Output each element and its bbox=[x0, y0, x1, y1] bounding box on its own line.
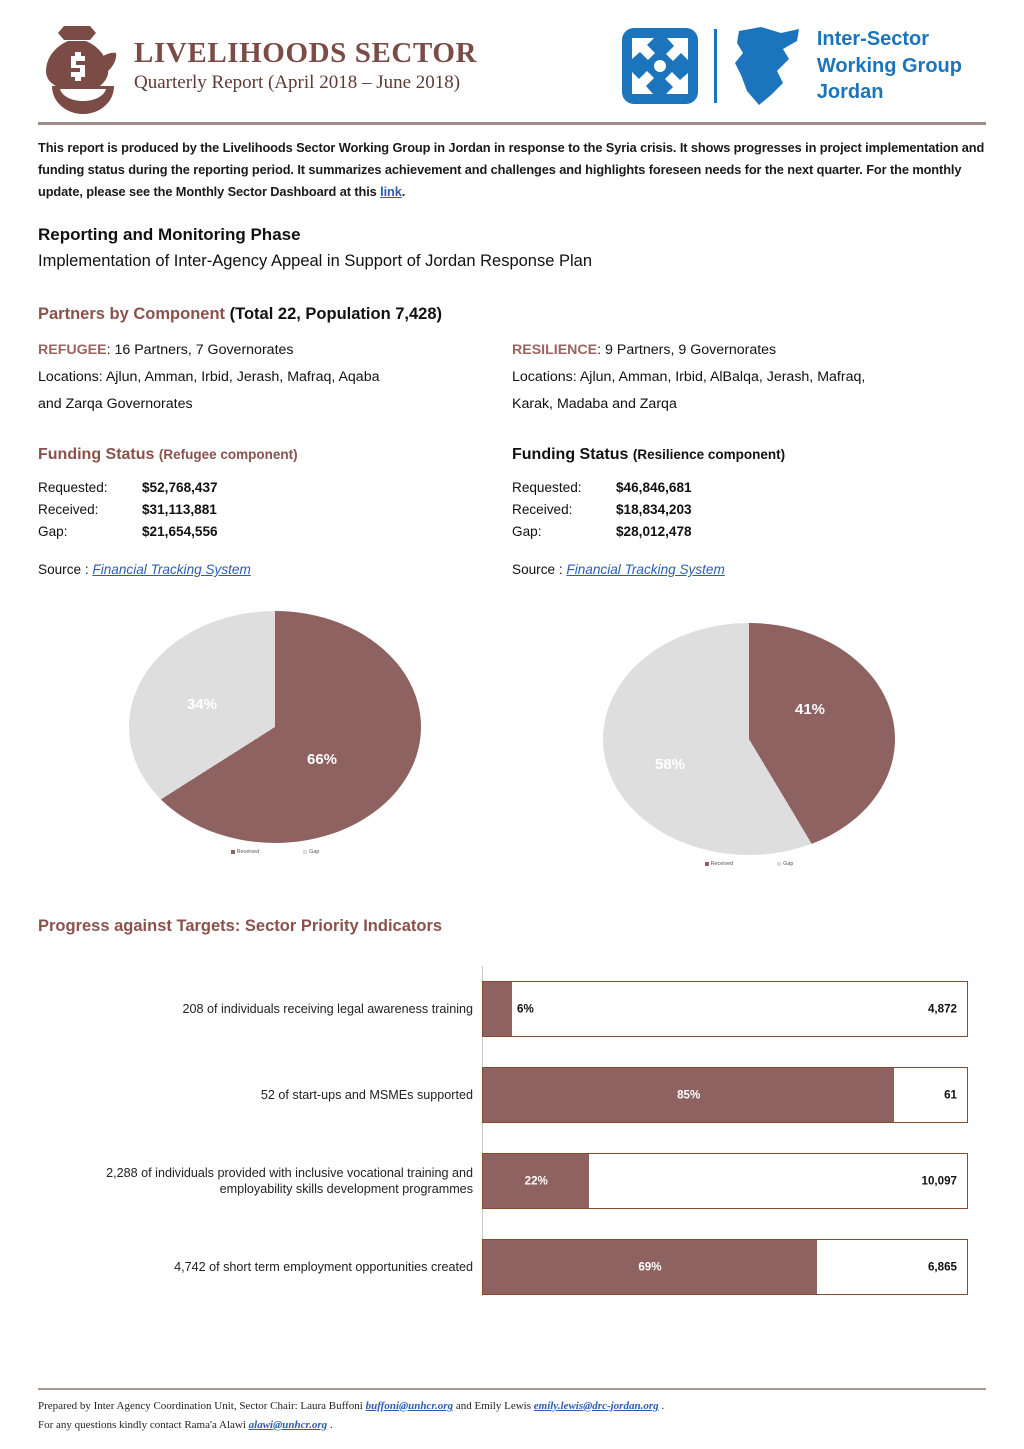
funding-resilience-heading bbox=[512, 446, 962, 464]
footer-text bbox=[38, 1397, 986, 1436]
refugee-requested-value: $52,768,437 bbox=[142, 479, 218, 495]
pie-refugee-received-label: 66% bbox=[307, 751, 338, 768]
refugee-received-label: Received: bbox=[38, 501, 99, 517]
indicator-label: 208 of individuals receiving legal awareness training bbox=[182, 1001, 473, 1016]
resilience-label: RESILIENCE bbox=[512, 342, 598, 358]
arrows-inward-icon bbox=[620, 26, 700, 106]
title-block bbox=[134, 38, 620, 94]
footer-line-2 bbox=[38, 1416, 986, 1435]
indicator-percent-label: 6% bbox=[517, 1002, 534, 1016]
pie-resilience-graphic bbox=[603, 623, 895, 855]
indicator-target-label: 4,872 bbox=[927, 1002, 957, 1016]
indicator-bar-fill bbox=[483, 982, 512, 1036]
indicator-bar-row bbox=[38, 966, 986, 1052]
table-row bbox=[38, 499, 488, 521]
phase-heading: Reporting and Monitoring Phase bbox=[38, 225, 301, 244]
legend-item bbox=[303, 849, 319, 855]
isw-line-2: Working Group bbox=[816, 54, 962, 77]
livelihoods-logo-icon bbox=[38, 16, 124, 116]
funding-resilience-component: (Resilience component) bbox=[632, 446, 786, 462]
resilience-gap-label: Gap: bbox=[512, 523, 542, 539]
indicator-bar-track bbox=[482, 981, 968, 1037]
indicator-bar-row bbox=[38, 1052, 986, 1138]
pie-chart-resilience bbox=[512, 611, 986, 901]
email-link-alawi[interactable]: alawi@unhcr.org bbox=[248, 1418, 328, 1431]
pie-charts-row bbox=[38, 611, 986, 901]
footer-line-1 bbox=[38, 1397, 986, 1416]
legend-label-gap: Gap bbox=[309, 849, 320, 855]
funding-refugee-block bbox=[38, 446, 512, 577]
page-footer bbox=[38, 1388, 986, 1436]
footer-divider bbox=[38, 1388, 986, 1390]
partners-title-text: Partners by Component bbox=[38, 305, 226, 323]
table-row bbox=[512, 477, 962, 499]
legend-swatch-gap bbox=[303, 850, 307, 854]
indicator-bar-area bbox=[482, 981, 986, 1037]
funding-resilience-table bbox=[512, 477, 962, 543]
refugee-source-label: Source : bbox=[38, 562, 89, 577]
refugee-source-line bbox=[38, 562, 488, 577]
isw-line-3: Jordan bbox=[816, 81, 884, 104]
refugee-label: REFUGEE bbox=[38, 342, 107, 358]
funding-resilience-title: Funding Status bbox=[512, 445, 629, 463]
resilience-gap-value: $28,012,478 bbox=[616, 523, 692, 539]
pie-resilience-legend bbox=[705, 861, 794, 867]
indicator-percent-label: 85% bbox=[677, 1088, 701, 1102]
indicator-bar-area bbox=[482, 1153, 986, 1209]
indicator-label: 4,742 of short term employment opportunities created bbox=[174, 1259, 473, 1274]
legend-swatch-gap bbox=[777, 862, 781, 866]
partners-refugee-column bbox=[38, 337, 512, 418]
resilience-summary: : 9 Partners, 9 Governorates bbox=[597, 342, 777, 358]
resilience-received-value: $18,834,203 bbox=[616, 501, 692, 517]
funding-refugee-heading bbox=[38, 446, 488, 464]
table-row bbox=[512, 499, 962, 521]
email-link-buffoni[interactable]: buffoni@unhcr.org bbox=[365, 1399, 454, 1412]
funding-columns bbox=[38, 446, 986, 577]
phase-subheading: Implementation of Inter-Agency Appeal in Support of Jordan Response Plan bbox=[38, 252, 593, 270]
intro-paragraph bbox=[38, 125, 986, 203]
partners-columns bbox=[38, 337, 986, 418]
isw-logo-text bbox=[817, 26, 962, 105]
legend-label-gap: Gap bbox=[783, 861, 794, 867]
footer-line1-a: Prepared by Inter Agency Coordination Unit, Sector Chair: Laura Buffoni bbox=[38, 1399, 366, 1412]
resilience-received-label: Received: bbox=[512, 501, 573, 517]
resilience-requested-label: Requested: bbox=[512, 479, 582, 495]
logo-divider bbox=[714, 29, 717, 103]
email-link-lewis[interactable]: emily.lewis@drc-jordan.org bbox=[533, 1399, 659, 1412]
indicator-label: 2,288 of individuals provided with inclusive vocational training and employability skills development programmes bbox=[106, 1165, 473, 1196]
pie-resilience-gap-label: 58% bbox=[655, 756, 686, 773]
resilience-locations-2: Karak, Madaba and Zarqa bbox=[512, 395, 677, 412]
monthly-dashboard-link[interactable]: link bbox=[380, 184, 402, 199]
legend-swatch-received bbox=[231, 850, 235, 854]
indicator-bar-track bbox=[482, 1067, 968, 1123]
refugee-locations-1: Locations: Ajlun, Amman, Irbid, Jerash, Mafraq, Aqaba bbox=[38, 368, 380, 385]
isw-line-1: Inter-Sector bbox=[816, 28, 930, 51]
indicator-percent-label: 22% bbox=[524, 1174, 548, 1188]
resilience-locations-1: Locations: Ajlun, Amman, Irbid, AlBalqa, Jerash, Mafraq, bbox=[512, 368, 866, 385]
indicator-bar-row bbox=[38, 1138, 986, 1224]
partners-total-text: (Total 22, Population 7,428) bbox=[229, 305, 443, 323]
legend-label-received: Received bbox=[710, 861, 734, 867]
partners-resilience-column bbox=[512, 337, 986, 418]
funding-refugee-component: (Refugee component) bbox=[158, 446, 298, 462]
indicator-bar-area bbox=[482, 1239, 986, 1295]
page-subtitle: Quarterly Report (April 2018 – June 2018) bbox=[134, 72, 461, 94]
refugee-received-value: $31,113,881 bbox=[142, 501, 217, 517]
pie-refugee-legend bbox=[231, 849, 320, 855]
table-row bbox=[512, 521, 962, 543]
resilience-summary-line bbox=[512, 337, 962, 364]
pie-resilience-received-label: 41% bbox=[795, 701, 826, 718]
refugee-gap-label: Gap: bbox=[38, 523, 68, 539]
footer-line1-b: and Emily Lewis bbox=[453, 1399, 534, 1412]
intro-text-before: This report is produced by the Livelihoods Sector Working Group in Jordan in response to the Syria crisis. It shows progresses in project implementation and funding status during the reporting period. It summarizes achievement and challenges and highlights foreseen needs for the next quarter. For the monthly update, please see the Monthly Sector Dashboard at this bbox=[38, 140, 985, 199]
resilience-source-line bbox=[512, 562, 962, 577]
indicator-target-label: 6,865 bbox=[927, 1260, 957, 1274]
pie-chart-refugee bbox=[38, 611, 512, 901]
indicators-section-title: Progress against Targets: Sector Priority Indicators bbox=[38, 917, 443, 935]
page-title: LIVELIHOODS SECTOR bbox=[134, 36, 478, 69]
legend-item bbox=[777, 861, 793, 867]
legend-label-received: Received bbox=[236, 849, 260, 855]
refugee-source-link[interactable]: Financial Tracking System bbox=[92, 562, 251, 577]
indicator-percent-label: 69% bbox=[638, 1260, 662, 1274]
indicators-bar-chart bbox=[38, 966, 986, 1310]
indicator-target-label: 10,097 bbox=[921, 1174, 957, 1188]
indicator-bar-area bbox=[482, 1067, 986, 1123]
footer-line1-c: . bbox=[658, 1399, 665, 1412]
legend-item bbox=[231, 849, 259, 855]
indicator-bar-track bbox=[482, 1239, 968, 1295]
footer-line2-b: . bbox=[327, 1418, 333, 1431]
legend-item bbox=[705, 861, 733, 867]
indicator-label: 52 of start-ups and MSMEs supported bbox=[260, 1087, 473, 1102]
intro-text-after: . bbox=[401, 184, 406, 199]
table-row bbox=[38, 477, 488, 499]
table-row bbox=[38, 521, 488, 543]
refugee-summary-line bbox=[38, 337, 488, 364]
legend-swatch-received bbox=[705, 862, 709, 866]
indicator-target-label: 61 bbox=[944, 1088, 957, 1102]
footer-line2-a: For any questions kindly contact Rama'a Alawi bbox=[38, 1418, 249, 1431]
pie-refugee-graphic bbox=[129, 611, 421, 843]
refugee-locations-2: and Zarqa Governorates bbox=[38, 395, 193, 412]
jordan-map-icon bbox=[731, 25, 805, 107]
refugee-gap-value: $21,654,556 bbox=[142, 523, 218, 539]
indicator-bar-row bbox=[38, 1224, 986, 1310]
funding-refugee-table bbox=[38, 477, 488, 543]
funding-refugee-title: Funding Status bbox=[38, 445, 155, 463]
indicator-bar-track bbox=[482, 1153, 968, 1209]
refugee-requested-label: Requested: bbox=[38, 479, 108, 495]
refugee-summary: : 16 Partners, 7 Governorates bbox=[106, 342, 294, 358]
page-header bbox=[38, 0, 986, 118]
resilience-source-link[interactable]: Financial Tracking System bbox=[566, 562, 725, 577]
funding-resilience-block bbox=[512, 446, 986, 577]
partners-section-title bbox=[38, 305, 986, 324]
resilience-requested-value: $46,846,681 bbox=[616, 479, 692, 495]
inter-sector-working-group-logo bbox=[620, 25, 962, 107]
resilience-source-label: Source : bbox=[512, 562, 563, 577]
pie-refugee-gap-label: 34% bbox=[187, 696, 218, 713]
